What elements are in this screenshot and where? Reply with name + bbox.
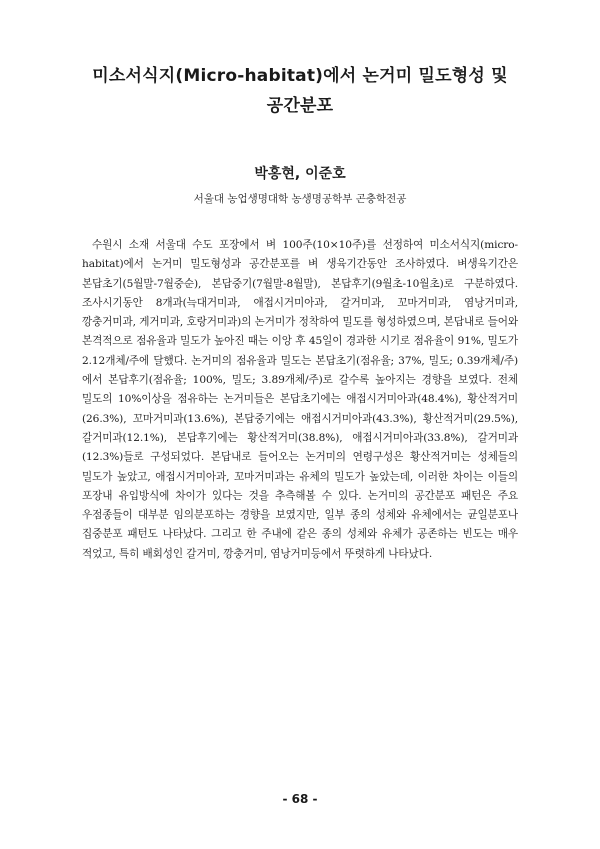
paper-abstract: 수원시 소재 서울대 수도 포장에서 벼 100주(10×10주)를 선정하여 미소서식지(micro-habitat)에서 논거미 밀도형성과 공간분포를 벼 생육기간동안 조사하였다. 벼생육기간은 본답초기(5월말-7월중순), 본답중기(7월말-8월말), 본답후기(9월초-10월초)로 구분하였다. 조사시기동안 8개과(늑대거미과, 애접시거미아과, 갈거미과, 꼬마거미과, 염낭거미과, 깡충거미과, 게거미과, 호랑거미과)의 논거미가 정착하여 밀도를 형성하였으며, 본답내로 들어와 본격적으로 점유율과 밀도가 높아진 때는 이앙 후 45일이 경과한 시기로 점유율이 91%, 밀도가 2.12개체/주에 달했다. 논거미의 점유율과 밀도는 본답초기(점유율; 37%, 밀도; 0.39개체/주) 에서 본답후기(점유율; 100%, 밀도; 3.89개체/주)로 갈수록 높아지는 경향을 보였다. 전체 밀도의 10%이상을 점유하는 논거미들은 본답초기에는 애접시거미아과(48.4%), 황산적거미(26.3%), 꼬마거미과(13.6%), 본답중기에는 애접시거미아과(43.3%), 황산적거미(29.5%), 갈거미과(12.1%), 본답후기에는 황산적거미(38.8%), 애접시거미아과(33.8%), 갈거미과(12.3%)들로 구성되었다. 본답내로 들어오는 논거미의 연령구성은 황산적거미는 성체들의 밀도가 높았고, 애접시거미아과, 꼬마거미과는 유체의 밀도가 높았는데, 이러한 차이는 이들의 포장내 유입방식에 차이가 있다는 것을 추측해볼 수 있다. 논거미의 공간분포 패턴은 주요 우점종들이 대부분 임의분포하는 경향을 보였지만, 일부 종의 성체와 유체에서는 균일분포나 집중분포 패턴도 나타났다. 그리고 한 주내에 같은 종의 성체와 유체가 공존하는 빈도는 매우 적었고, 특히 배회성인 갈거미, 깡충거미, 염낭거미등에서 뚜렷하게 나타났다.: [82, 239, 518, 560]
page-number: - 68 -: [282, 792, 318, 806]
paper-affiliation: 서울대 농업생명대학 농생명공학부 곤충학전공: [193, 193, 407, 205]
paper-title-line-1: 미소서식지(Micro-habitat)에서 논거미 밀도형성 및: [92, 66, 508, 86]
paper-authors: 박홍현, 이준호: [254, 166, 346, 182]
paper-title-line-2: 공간분포: [266, 96, 334, 116]
